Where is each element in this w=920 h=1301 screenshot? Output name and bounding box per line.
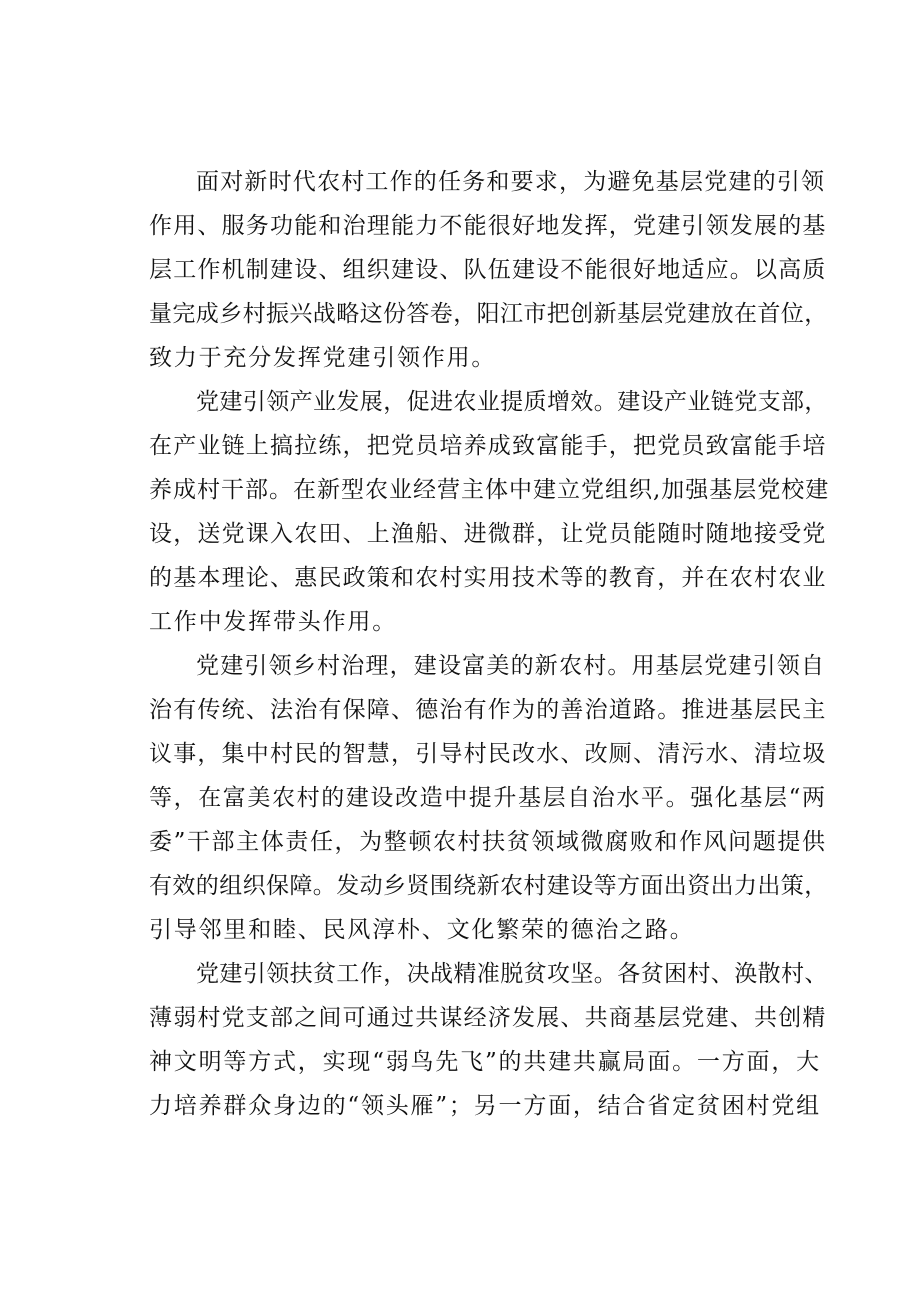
paragraph-3-line-7: 引导邻里和睦、民风淳朴、文化繁荣的德治之路。 [149, 917, 695, 943]
paragraph-3-line-1: 党建引领乡村治理，建设富美的新农村。用基层党建引领自 [196, 653, 826, 679]
paragraph-3-line-5: 委”干部主体责任，为整顿农村扶贫领域微腐败和作风问题提供 [149, 829, 827, 855]
paragraph-2-line-4: 设，送党课入农田、上渔船、进微群，让党员能随时随地接受党 [149, 521, 827, 547]
paragraph-2-line-1: 党建引领产业发展，促进农业提质增效。建设产业链党支部， [196, 389, 828, 415]
paragraph-1-line-3: 层工作机制建设、组织建设、队伍建设不能很好地适应。以高质 [149, 257, 827, 283]
paragraph-2-line-3: 养成村干部。在新型农业经营主体中建立党组织,加强基层党校建 [149, 477, 830, 503]
paragraph-2-line-5: 的基本理论、惠民政策和农村实用技术等的教育，并在农村农业 [149, 565, 827, 591]
paragraph-3-line-6: 有效的组织保障。发动乡贤围绕新农村建设等方面出资出力出策， [149, 873, 828, 899]
paragraph-1-line-4: 量完成乡村振兴战略这份答卷，阳江市把创新基层党建放在首位， [149, 301, 828, 327]
paragraph-3-line-3: 议事，集中村民的智慧，引导村民改水、改厕、清污水、清垃圾 [149, 741, 827, 767]
paragraph-3-line-2: 治有传统、法治有保障、德治有作为的善治道路。推进基层民主 [149, 697, 827, 723]
paragraph-1-line-2: 作用、服务功能和治理能力不能很好地发挥，党建引领发展的基 [149, 213, 827, 239]
paragraph-4-line-3: 神文明等方式，实现“弱鸟先飞”的共建共赢局面。一方面，大 [149, 1049, 821, 1075]
paragraph-4-line-2: 薄弱村党支部之间可通过共谋经济发展、共商基层党建、共创精 [149, 1005, 827, 1031]
paragraph-2-line-2: 在产业链上搞拉练，把党员培养成致富能手，把党员致富能手培 [149, 433, 827, 459]
paragraph-1-line-1: 面对新时代农村工作的任务和要求，为避免基层党建的引领 [196, 169, 826, 195]
paragraph-1-line-5: 致力于充分发挥党建引领作用。 [149, 345, 497, 371]
paragraph-3-line-4: 等，在富美农村的建设改造中提升基层自治水平。强化基层“两 [149, 785, 827, 811]
paragraph-4-line-4: 力培养群众身边的“领头雁”；另一方面，结合省定贫困村党组 [149, 1093, 821, 1119]
paragraph-4-line-1: 党建引领扶贫工作，决战精准脱贫攻坚。各贫困村、涣散村、 [196, 961, 828, 987]
paragraph-2-line-6: 工作中发挥带头作用。 [149, 609, 397, 635]
